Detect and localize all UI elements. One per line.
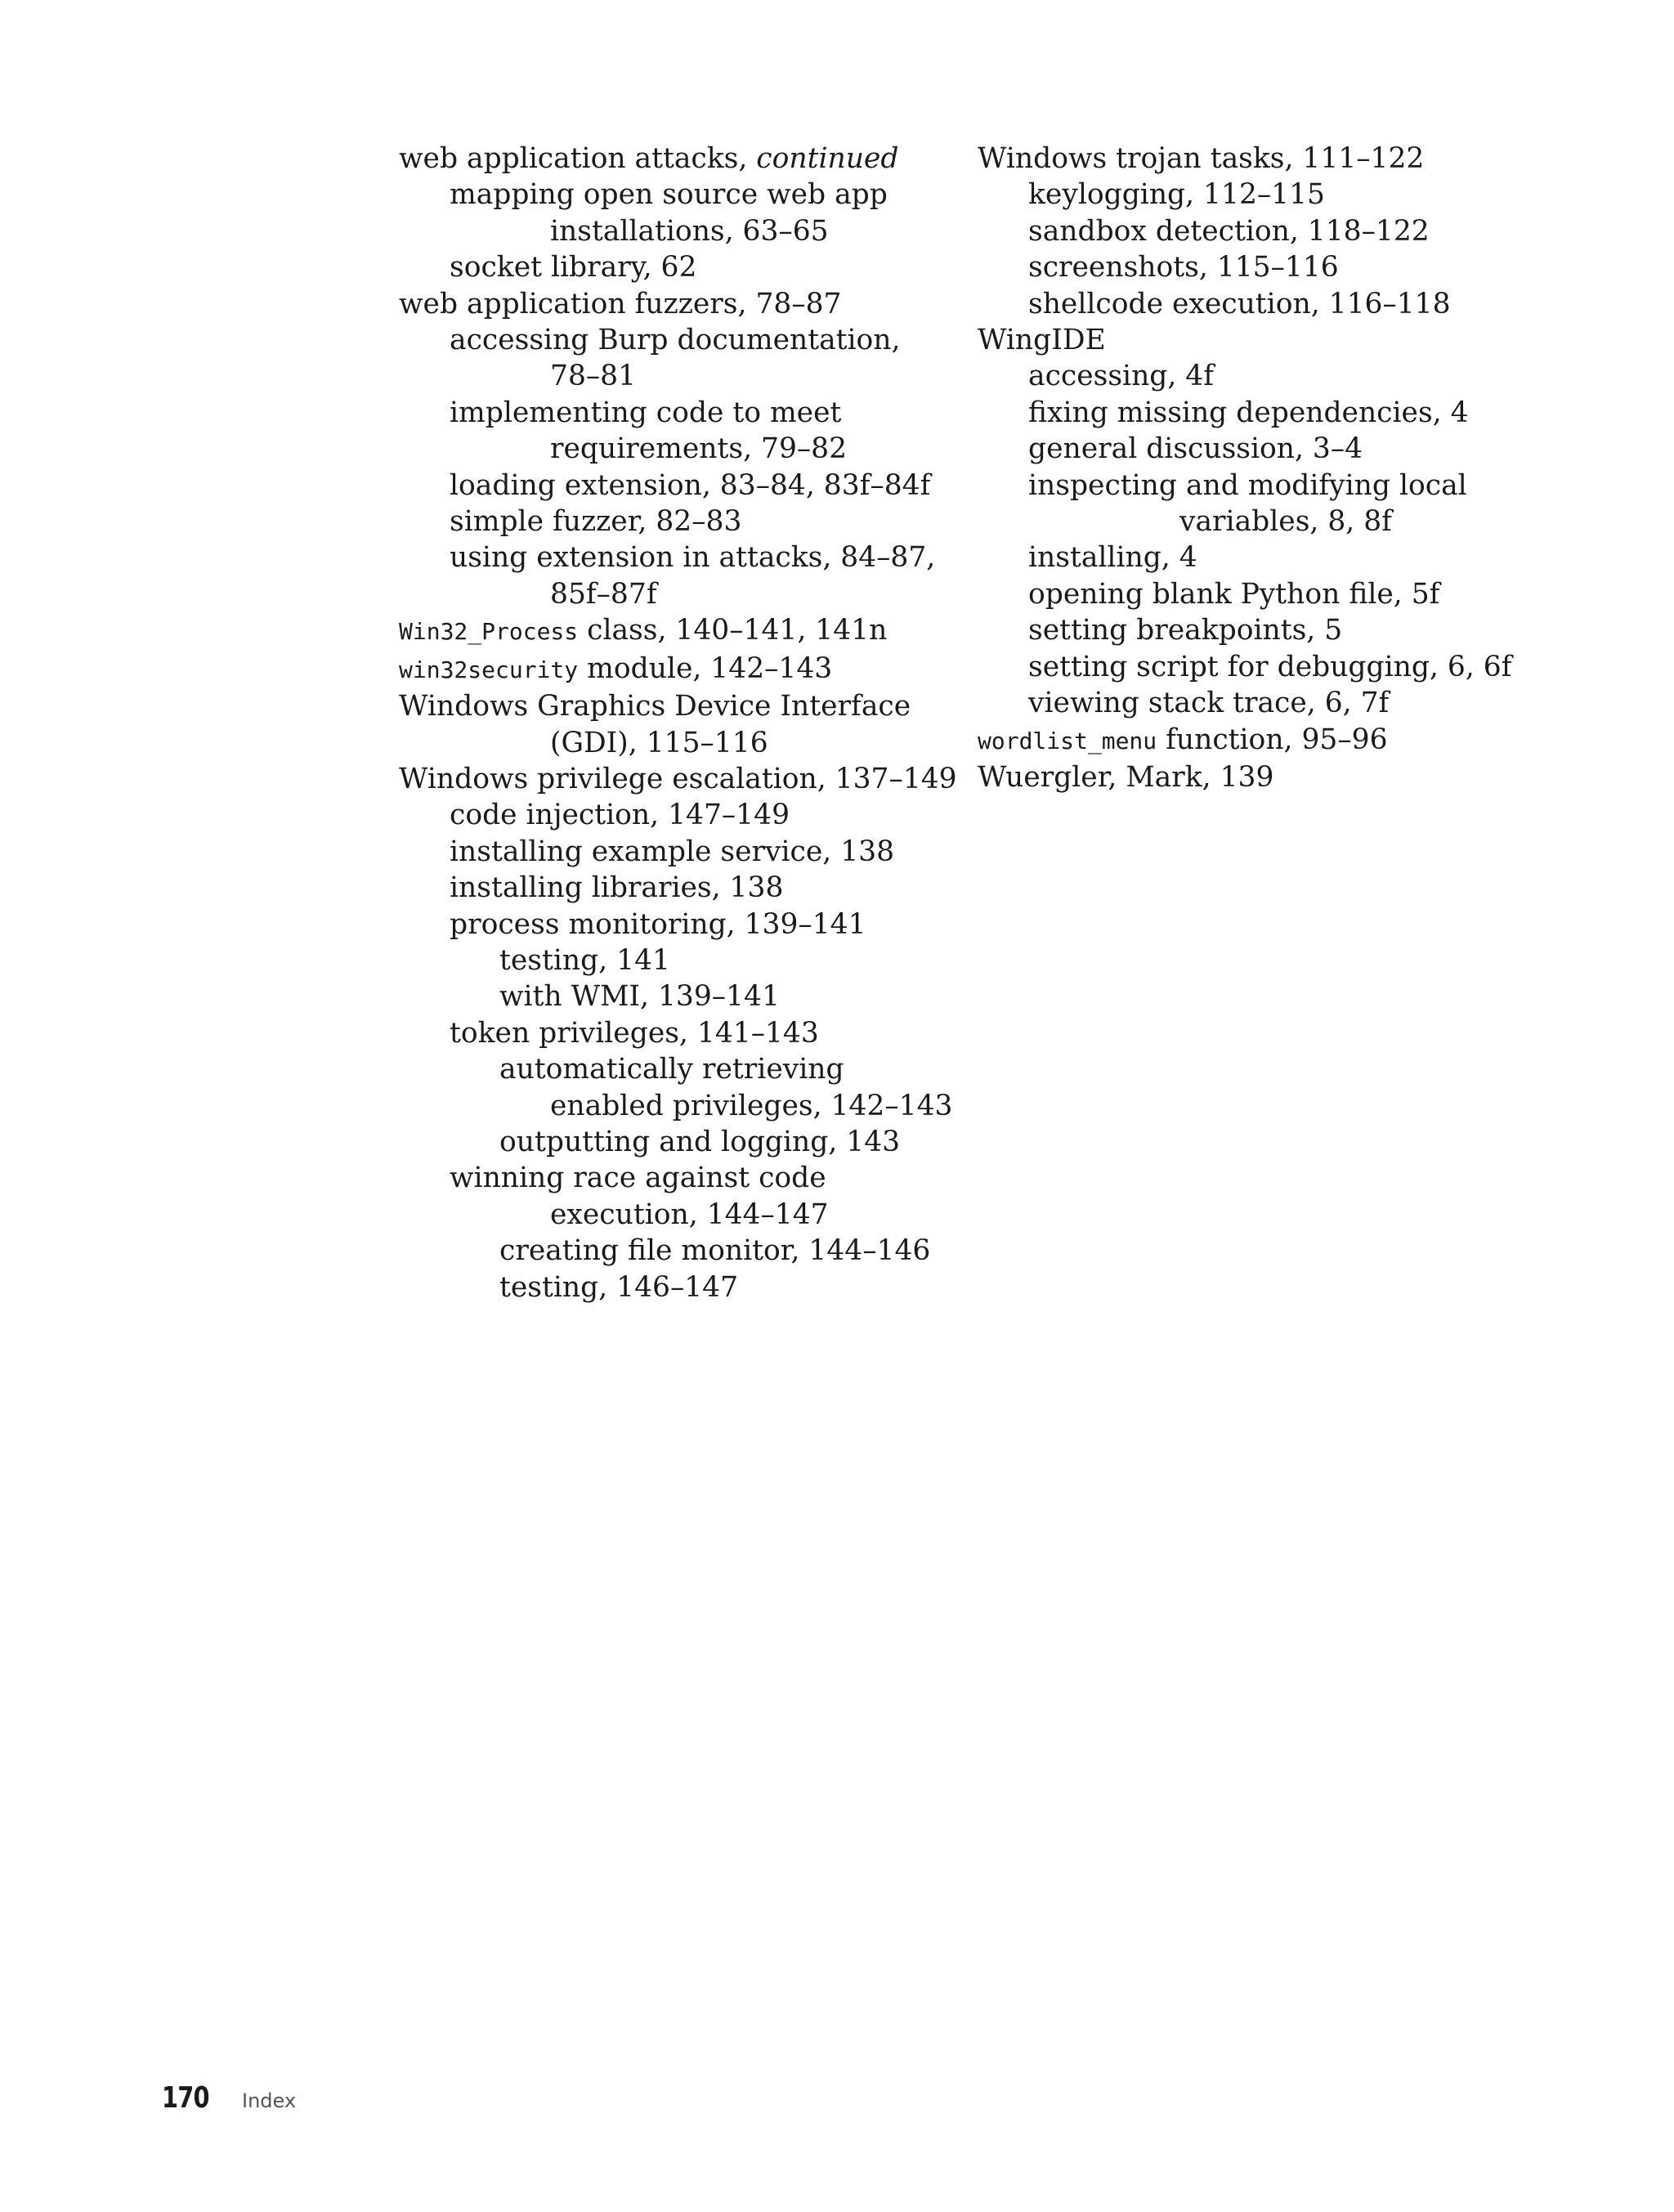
entry-text: sandbox detection, 118–122 (1028, 214, 1430, 248)
entry-text: process monitoring, 139–141 (450, 907, 866, 941)
index-entry (978, 322, 1550, 358)
index-entry (978, 213, 1550, 249)
index-entry (399, 504, 938, 540)
index-entry (978, 249, 1550, 285)
entry-text: winning race against code (450, 1162, 826, 1195)
index-entry (978, 468, 1550, 504)
index-entry (978, 504, 1550, 540)
index-entry (978, 286, 1550, 322)
entry-text: setting breakpoints, 5 (1028, 614, 1343, 647)
index-entry (399, 907, 938, 943)
index-entry (399, 1051, 938, 1087)
index-entry (399, 576, 938, 612)
entry-text: fixing missing dependencies, 4 (1028, 396, 1469, 429)
entry-text: installations, 63–65 (550, 214, 829, 248)
entry-text: 85f–87f (550, 577, 657, 611)
entry-text: WingIDE (978, 324, 1106, 357)
entry-text: web application attacks, (399, 142, 757, 175)
index-entry (978, 722, 1550, 759)
entry-text: loading extension, 83–84, 83f–84f (450, 468, 931, 502)
index-entry (399, 213, 938, 249)
entry-text: code injection, 147–149 (450, 799, 790, 832)
index-entry (399, 1197, 938, 1233)
index-entry (978, 759, 1550, 795)
code-term: Win32_Process (399, 618, 579, 646)
entry-text: mapping open source web app (450, 178, 888, 212)
index-entry (978, 177, 1550, 213)
entry-text: screenshots, 115–116 (1028, 251, 1339, 284)
entry-text: installing, 4 (1028, 541, 1197, 575)
entry-text: with WMI, 139–141 (499, 980, 780, 1014)
index-entry (399, 1160, 938, 1196)
entry-text: variables, 8, 8f (1179, 505, 1392, 539)
index-column-left (399, 141, 957, 1305)
index-entry (399, 870, 938, 906)
index-entry (399, 651, 938, 688)
index-entry (399, 943, 938, 978)
index-entry (399, 286, 938, 322)
entry-text: creating file monitor, 144–146 (499, 1234, 931, 1268)
index-entry (399, 688, 938, 724)
index-column-right (978, 141, 1550, 795)
entry-text: shellcode execution, 116–118 (1028, 287, 1451, 320)
index-entry (978, 141, 1550, 177)
entry-text: general discussion, 3–4 (1028, 432, 1363, 466)
index-entry (978, 649, 1550, 685)
entry-text: execution, 144–147 (550, 1198, 829, 1231)
entry-text: inspecting and modifying local (1028, 468, 1467, 502)
index-entry (978, 685, 1550, 721)
entry-text: testing, 146–147 (499, 1270, 739, 1304)
entry-text: implementing code to meet (450, 396, 842, 429)
entry-text: viewing stack trace, 6, 7f (1028, 687, 1390, 720)
entry-text: Wuergler, Mark, 139 (978, 760, 1274, 794)
index-entry (978, 395, 1550, 431)
entry-text: function, 95–96 (1157, 723, 1388, 756)
index-entry (978, 612, 1550, 648)
index-entry (399, 797, 938, 833)
entry-text: continued (756, 142, 899, 175)
index-entry (978, 358, 1550, 394)
entry-text: 78–81 (550, 360, 637, 393)
index-entry (399, 834, 938, 870)
entry-text: opening blank Python file, 5f (1028, 577, 1440, 611)
entry-text: installing libraries, 138 (450, 871, 784, 905)
entry-text: enabled privileges, 142–143 (550, 1089, 953, 1122)
index-entry (399, 1088, 953, 1124)
index-entry (399, 761, 957, 797)
entry-text: accessing Burp documentation, (450, 324, 901, 357)
index-entry (399, 725, 938, 761)
index-entry (399, 1269, 938, 1305)
index-entry (978, 431, 1550, 467)
entry-text: Windows trojan tasks, 111–122 (978, 142, 1425, 175)
index-entry (978, 576, 1550, 612)
entry-text: token privileges, 141–143 (450, 1016, 819, 1050)
entry-text: keylogging, 112–115 (1028, 178, 1326, 212)
index-entry (399, 322, 938, 358)
page-number: 170 (162, 2081, 209, 2115)
entry-text: automatically retrieving (499, 1053, 844, 1086)
index-entry (399, 612, 938, 650)
entry-text: simple fuzzer, 82–83 (450, 505, 742, 539)
entry-text: installing example service, 138 (450, 835, 895, 868)
entry-text: class, 140–141, 141n (578, 614, 888, 647)
index-entry (399, 141, 938, 177)
index-entry (399, 540, 938, 575)
entry-text: web application fuzzers, 78–87 (399, 287, 842, 320)
entry-text: requirements, 79–82 (550, 432, 848, 466)
entry-text: testing, 141 (499, 943, 670, 977)
page-footer (162, 2081, 296, 2115)
entry-text: Windows privilege escalation, 137–149 (399, 762, 957, 795)
entry-text: socket library, 62 (450, 251, 697, 284)
index-entry (399, 431, 938, 467)
entry-text: module, 142–143 (578, 652, 833, 685)
index-entry (978, 540, 1550, 575)
index-entry (399, 468, 938, 504)
index-entry (399, 1015, 938, 1051)
index-entry (399, 978, 938, 1014)
section-name: Index (242, 2089, 297, 2112)
code-term: wordlist_menu (978, 727, 1157, 754)
entry-text: (GDI), 115–116 (550, 726, 768, 759)
index-entry (399, 358, 938, 394)
index-entry (399, 177, 938, 213)
entry-text: accessing, 4f (1028, 360, 1215, 393)
index-entry (399, 395, 938, 431)
entry-text: setting script for debugging, 6, 6f (1028, 650, 1512, 683)
code-term: win32security (399, 656, 579, 683)
entry-text: Windows Graphics Device Interface (399, 690, 911, 723)
index-entry (399, 249, 938, 285)
index-entry (399, 1233, 938, 1269)
entry-text: using extension in attacks, 84–87, (450, 541, 936, 575)
index-entry (399, 1124, 938, 1160)
entry-text: outputting and logging, 143 (499, 1125, 901, 1158)
